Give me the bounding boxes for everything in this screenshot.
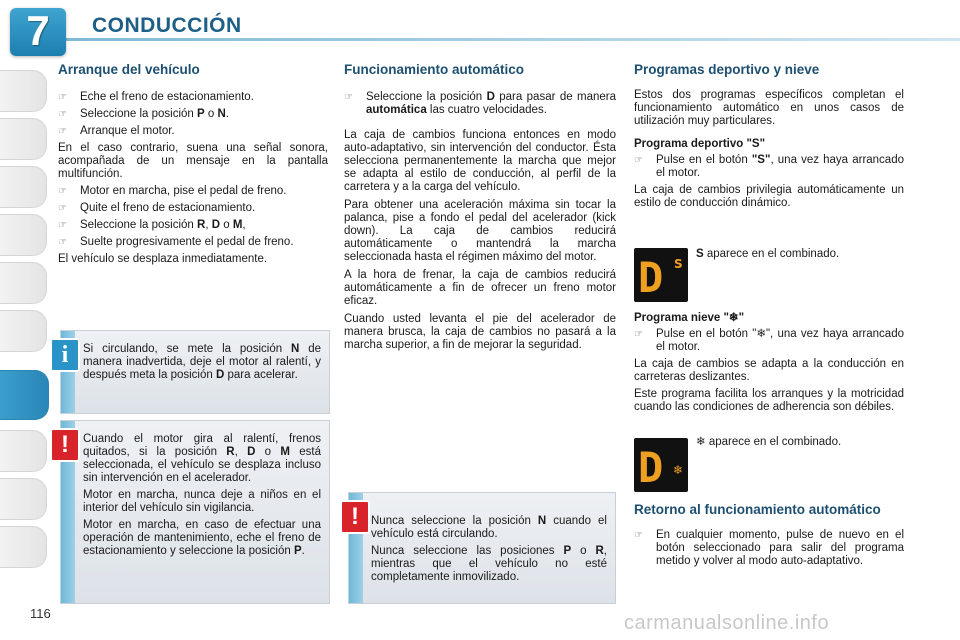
header-rule xyxy=(58,38,960,41)
text-part: Cuando el motor gira al ralentí, frenos quitados, si la posición xyxy=(83,433,321,458)
chapter-title: CONDUCCIÓN xyxy=(92,14,242,37)
hand-pointer-icon: ☞ xyxy=(58,220,67,231)
text-part: está seleccionada, el vehículo se desplaza incluso sin intervención en el acelerador. xyxy=(83,446,321,484)
hand-pointer-icon: ☞ xyxy=(58,186,67,197)
list-item xyxy=(58,202,328,215)
text-part: o xyxy=(571,545,596,557)
side-tab-3 xyxy=(0,166,47,208)
list-item xyxy=(58,125,328,138)
hand-pointer-icon: ☞ xyxy=(58,237,67,248)
gear-display-sport xyxy=(634,248,688,302)
gear-d: D xyxy=(486,91,495,103)
bullet-text: o xyxy=(204,108,218,120)
paragraph: La caja de cambios privilegia automáticamente un estilo de conducción dinámico. xyxy=(634,184,904,209)
list-item xyxy=(634,529,904,568)
gear-d-letter: D xyxy=(638,253,664,302)
gear-m: M xyxy=(280,446,290,458)
text-part: , xyxy=(234,446,248,458)
chapter-number: 7 xyxy=(26,7,50,54)
paragraph xyxy=(371,545,607,584)
list-item xyxy=(58,108,328,121)
snowflake-icon: ❄ xyxy=(673,463,684,477)
sport-display-caption xyxy=(696,248,896,261)
bullet-text: , xyxy=(205,219,212,231)
sport-symbol: "S" xyxy=(751,154,771,166)
info-text xyxy=(83,343,321,382)
info-box xyxy=(60,330,330,414)
list-item xyxy=(634,328,904,354)
bold-term: automática xyxy=(366,104,427,116)
side-tab-1 xyxy=(0,70,47,112)
column-3 xyxy=(634,62,904,210)
paragraph: Cuando usted levanta el pie del acelerador de manera brusca, la caja de cambios no pasará a la marcha superior, a fin de mejorar la seguridad. xyxy=(344,313,616,351)
sport-symbol: S xyxy=(696,248,704,260)
text-part: Seleccione la posición xyxy=(366,91,487,103)
bullet-text: Suelte progresivamente el pedal de freno. xyxy=(80,236,294,248)
text-part: o xyxy=(255,446,281,458)
paragraph: En el caso contrario, suena una señal sonora, acompañada de un mensaje en la pantalla multifunción. xyxy=(58,142,328,180)
warning-box-2 xyxy=(348,492,616,604)
paragraph: La caja de cambios funciona entonces en modo auto-adaptativo, sin intervención del conductor. Ésta selecciona permanentemente la marcha que mejor se adapta al estilo de conducción, al perfil de la carretera y a la carga del vehículo. xyxy=(344,129,616,193)
subsection-title-sport: Programa deportivo "S" xyxy=(634,138,766,150)
gear-p: P xyxy=(293,545,302,557)
side-tab-active xyxy=(0,370,49,420)
column-3-return xyxy=(634,502,904,568)
paragraph: Para obtener una aceleración máxima sin tocar la palanca, pise a fondo el pedal del acelerador (kick down). La caja de cambios reducirá automáticamente o mantendrá la marcha seleccionada hasta el régimen máximo del motor. xyxy=(344,199,616,263)
side-tab-8 xyxy=(0,430,47,472)
bullet-text: En cualquier momento, pulse de nuevo en el botón seleccionado para salir del programa metido y volver al modo auto-adaptativo. xyxy=(656,529,904,567)
paragraph: A la hora de frenar, la caja de cambios reducirá automáticamente a fin de ofrecer un freno motor eficaz. xyxy=(344,269,616,307)
gear-n: N xyxy=(537,515,547,527)
hand-pointer-icon: ☞ xyxy=(58,109,67,120)
info-text-part: Si circulando, se mete la posición xyxy=(83,343,291,355)
paragraph xyxy=(83,519,321,558)
paragraph: Motor en marcha, nunca deje a niños en el interior del vehículo sin vigilancia. xyxy=(83,489,321,514)
subsection-title-snow: Programa nieve "❄" xyxy=(634,312,745,324)
bullet-text: , xyxy=(242,219,246,231)
gear-display-snow xyxy=(634,438,688,492)
side-tab-6 xyxy=(0,310,47,352)
text-part: , mientras que el vehículo no esté completamente inmovilizado. xyxy=(371,545,607,583)
side-tab-2 xyxy=(0,118,47,160)
list-item xyxy=(58,236,328,249)
bullet-text: Pulse en el botón "❄", una vez haya arrancado el motor. xyxy=(656,328,904,353)
bullet-text: Arranque el motor. xyxy=(80,125,175,137)
list-item xyxy=(58,185,328,198)
info-text-part: para acelerar. xyxy=(224,369,298,381)
text-part: para pasar de manera xyxy=(494,91,616,103)
gear-d: D xyxy=(247,446,256,458)
bullet-text: Motor en marcha, pise el pedal de freno. xyxy=(80,185,287,197)
bullet-text: Seleccione la posición xyxy=(80,108,197,120)
text-part: Motor en marcha, en caso de efectuar una operación de mantenimiento, eche el freno de estacionamiento y seleccione la posición xyxy=(83,519,321,557)
text-part: cuando el vehículo está circulando. xyxy=(371,515,607,540)
gear-r: R xyxy=(197,219,206,231)
text-part: Pulse en el botón xyxy=(656,154,752,166)
watermark: carmanualsonline.info xyxy=(624,612,830,634)
hand-pointer-icon: ☞ xyxy=(58,126,67,137)
text-part: Nunca seleccione las posiciones xyxy=(371,545,564,557)
sport-s-letter: S xyxy=(674,257,683,271)
column-2 xyxy=(344,62,616,352)
paragraph xyxy=(83,433,321,485)
text-part: aparece en el combinado. xyxy=(703,248,840,260)
gear-d-letter: D xyxy=(638,443,664,492)
section-title-programas: Programas deportivo y nieve xyxy=(634,62,820,77)
text-part: las cuatro velocidades. xyxy=(426,104,547,116)
bullet-text: . xyxy=(225,108,229,120)
hand-pointer-icon: ☞ xyxy=(58,203,67,214)
gear-n: N xyxy=(217,108,226,120)
side-tab-10 xyxy=(0,526,47,568)
column-3-snow xyxy=(634,310,904,414)
gear-r: R xyxy=(226,446,235,458)
page-number: 116 xyxy=(30,606,51,621)
warning-text-1 xyxy=(83,433,321,558)
gear-display-snow-svg xyxy=(634,438,688,492)
list-item xyxy=(58,219,328,232)
side-tab-9 xyxy=(0,478,47,520)
warning-box-1 xyxy=(60,420,330,604)
list-item xyxy=(634,154,904,180)
gear-n: N xyxy=(291,343,300,355)
gear-m: M xyxy=(232,219,243,231)
snow-display-caption: ❄ aparece en el combinado. xyxy=(696,436,842,448)
text-part: . xyxy=(301,545,305,557)
list-item xyxy=(58,91,328,104)
list-item xyxy=(344,91,616,117)
paragraph: Este programa facilita los arranques y la motricidad cuando las condiciones de adherencia son débiles. xyxy=(634,388,904,413)
hand-pointer-icon: ☞ xyxy=(344,92,353,103)
gear-r: R xyxy=(595,545,604,557)
text-part: , una vez haya arrancado el motor. xyxy=(656,154,904,179)
gear-d: D xyxy=(211,219,221,231)
text-part: Nunca seleccione la posición xyxy=(371,515,538,527)
paragraph: Estos dos programas específicos completan el funcionamiento automático en unos casos de utilización muy particulares. xyxy=(634,89,904,127)
warning-icon: ! xyxy=(50,428,80,462)
side-tab-4 xyxy=(0,214,47,256)
hand-pointer-icon: ☞ xyxy=(58,92,67,103)
gear-d: D xyxy=(215,369,225,381)
info-icon: i xyxy=(50,338,80,372)
bullet-text: Quite el freno de estacionamiento. xyxy=(80,202,256,214)
gear-p: P xyxy=(563,545,572,557)
section-title-retorno: Retorno al funcionamiento automático xyxy=(634,502,881,517)
hand-pointer-icon: ☞ xyxy=(634,530,643,541)
column-1 xyxy=(58,62,328,266)
paragraph: La caja de cambios se adapta a la conducción en carreteras deslizantes. xyxy=(634,358,904,383)
gear-p: P xyxy=(197,108,205,120)
hand-pointer-icon: ☞ xyxy=(634,329,643,340)
paragraph xyxy=(371,515,607,541)
warning-icon: ! xyxy=(340,500,370,534)
info-text-part: de manera inadvertida, deje el motor al ralentí, y después meta la posición xyxy=(83,343,321,381)
paragraph: El vehículo se desplaza inmediatamente. xyxy=(58,253,268,265)
section-title-funcionamiento: Funcionamiento automático xyxy=(344,62,525,77)
bullet-text: o xyxy=(220,219,233,231)
warning-text-2 xyxy=(371,515,607,584)
gear-display-sport-svg xyxy=(634,248,688,302)
side-tab-5 xyxy=(0,262,47,304)
bullet-text: Eche el freno de estacionamiento. xyxy=(80,91,254,103)
section-title-arranque: Arranque del vehículo xyxy=(58,62,200,77)
bullet-text: Seleccione la posición xyxy=(80,219,197,231)
hand-pointer-icon: ☞ xyxy=(634,155,643,166)
